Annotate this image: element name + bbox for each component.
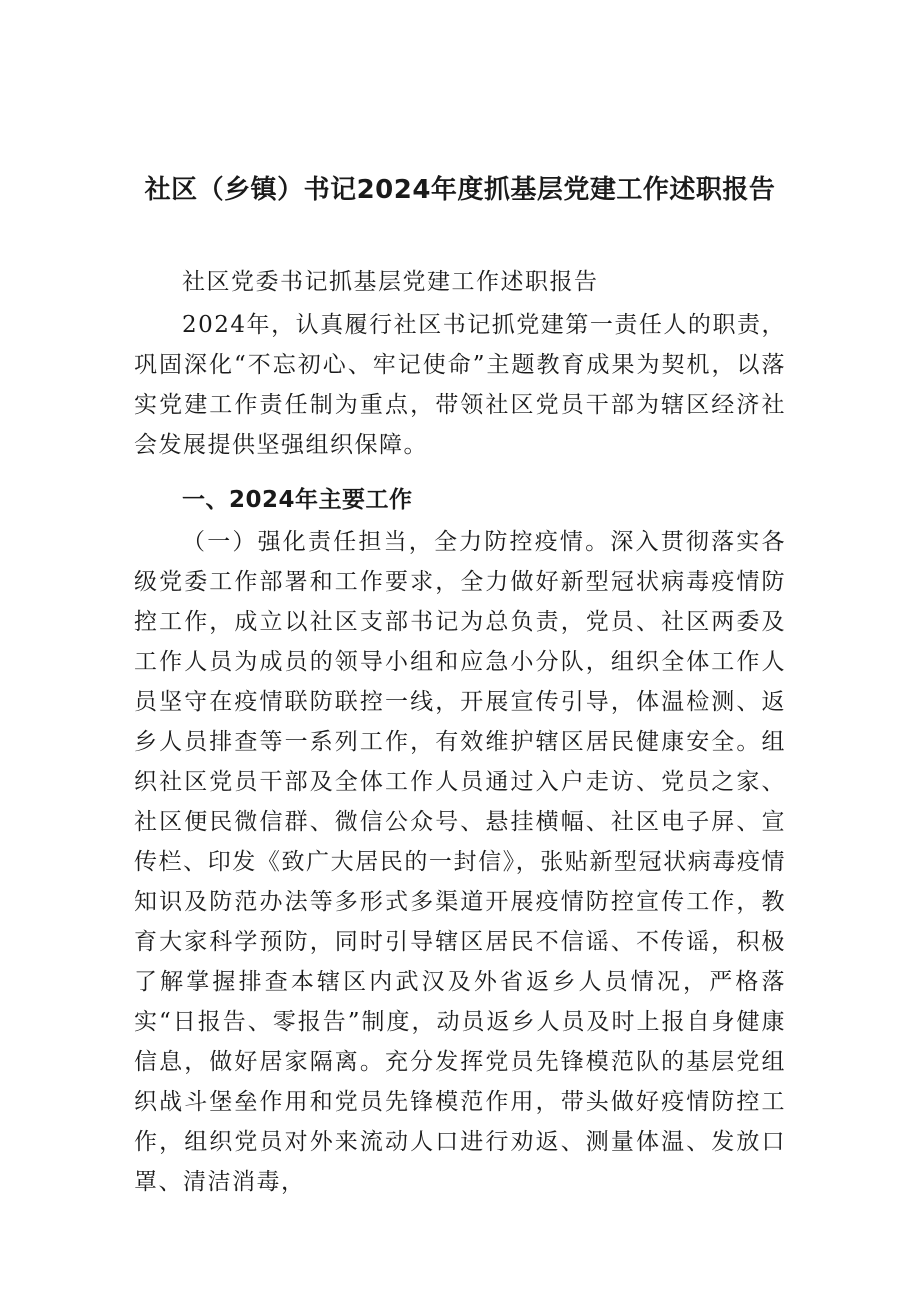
section-heading: 一、2024年主要工作 (182, 487, 413, 513)
intro-paragraph: 2024年，认真履行社区书记抓党建第一责任人的职责，巩固深化“不忘初心、牢记使命”主题教育成果为契机，以落实党建工作责任制为重点，带领社区党员干部为辖区经济社会发展提供坚强组织保障。 (134, 312, 786, 458)
section-paragraph: （一）强化责任担当，全力防控疫情。深入贯彻落实各级党委工作部署和工作要求，全力做好新型冠状病毒疫情防控工作，成立以社区支部书记为总负责，党员、社区两委及工作人员为成员的领导小组和应急小分队，组织全体工作人员坚守在疫情联防联控一线，开展宣传引导，体温检测、返乡人员排查等一系列工作，有效维护辖区居民健康安全。组织社区党员干部及全体工作人员通过入户走访、党员之家、社区便民微信群、微信公众号、悬挂横幅、社区电子屏、宣传栏、印发《致广大居民的一封信》，张贴新型冠状病毒疫情知识及防范办法等多形式多渠道开展疫情防控宣传工作，教育大家科学预防，同时引导辖区居民不信谣、不传谣，积极了解掌握排查本辖区内武汉及外省返乡人员情况，严格落实“日报告、零报告”制度，动员返乡人员及时上报自身健康信息，做好居家隔离。充分发挥党员先锋模范队的基层党组织战斗堡垒作用和党员先锋模范作用，带头做好疫情防控工作，组织党员对外来流动人口进行劝返、测量体温、发放口罩、清洁消毒， (134, 529, 786, 1195)
document-title: 社区（乡镇）书记2024年度抓基层党建工作述职报告 (144, 175, 776, 205)
document-subtitle: 社区党委书记抓基层党建工作述职报告 (182, 269, 599, 295)
